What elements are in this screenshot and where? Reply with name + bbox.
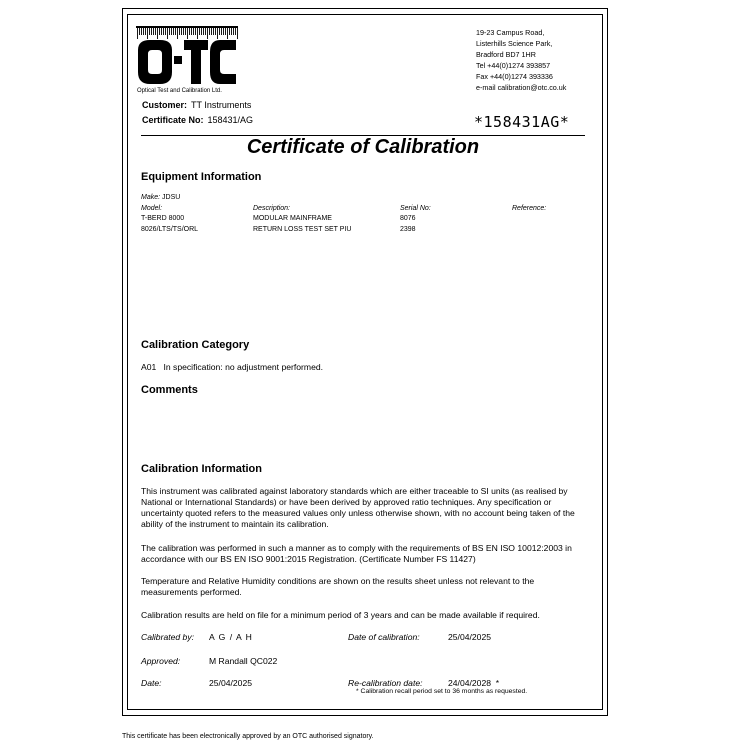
equipment-model: T-BERD 8000 bbox=[141, 215, 185, 222]
calibrated-by-label: Calibrated by: bbox=[141, 632, 195, 642]
calinfo-heading: Calibration Information bbox=[141, 463, 262, 475]
calinfo-paragraph: Calibration results are held on file for a minimum period of 3 years and can be made available if required. bbox=[141, 610, 540, 620]
calinfo-paragraph: This instrument was calibrated against laboratory standards which are either traceable to SI units (as realised by National or International Standards) or have been derived by approved ratio techniques. Any specification or uncertainty quoted refers to the measured values only unless otherwise shown, with no account being taken of the ability of the instrument to maintain its calibration. bbox=[141, 486, 575, 529]
calibrated-by-value: A G / A H bbox=[209, 632, 253, 642]
address-line: e-mail calibration@otc.co.uk bbox=[476, 83, 567, 92]
category-heading: Calibration Category bbox=[141, 339, 250, 351]
make-label: Make: bbox=[141, 194, 161, 201]
col-model: Model: bbox=[141, 205, 163, 212]
address-line: Tel +44(0)1274 393857 bbox=[476, 61, 551, 70]
customer-value: TT Instruments bbox=[191, 100, 252, 110]
equipment-heading: Equipment Information bbox=[141, 171, 262, 183]
customer-label: Customer: bbox=[142, 100, 188, 110]
equipment-serial: 2398 bbox=[400, 226, 416, 233]
category-row bbox=[141, 362, 323, 372]
equipment-description: RETURN LOSS TEST SET PIU bbox=[253, 226, 352, 233]
certificate-barcode-text: *158431AG* bbox=[474, 113, 570, 131]
comments-heading: Comments bbox=[141, 384, 198, 396]
calinfo-paragraph: Temperature and Relative Humidity conditions are shown on the results sheet unless not relevant to the measurements performed. bbox=[141, 576, 535, 597]
equipment-model: 8026/LTS/TS/ORL bbox=[141, 226, 199, 233]
otc-logo bbox=[136, 26, 238, 88]
equipment-description: MODULAR MAINFRAME bbox=[253, 215, 332, 222]
certificate-number-label: Certificate No: bbox=[142, 115, 204, 125]
address-line: Fax +44(0)1274 393336 bbox=[476, 72, 553, 81]
recalibration-date-value: 24/04/2028 * bbox=[448, 678, 500, 688]
page-title: Certificate of Calibration bbox=[246, 136, 480, 158]
col-reference: Reference: bbox=[512, 205, 547, 212]
address-line: Bradford BD7 1HR bbox=[476, 50, 536, 59]
calinfo-paragraph: The calibration was performed in such a manner as to comply with the requirements of BS EN ISO 10012:2003 in accordance with our BS EN ISO 9001:2015 Registration. (Certificate Number FS 11427) bbox=[141, 543, 572, 564]
date-label: Date: bbox=[141, 678, 162, 688]
date-of-calibration-value: 25/04/2025 bbox=[448, 632, 492, 642]
date-value: 25/04/2025 bbox=[209, 678, 253, 688]
lab-name: Optical Test and Calibration Ltd. bbox=[137, 88, 222, 94]
make-row bbox=[141, 194, 180, 201]
address-line: 19-23 Campus Road, bbox=[476, 28, 545, 37]
equipment-serial: 8076 bbox=[400, 215, 416, 222]
approved-label: Approved: bbox=[141, 656, 181, 666]
certificate-number-value: 158431/AG bbox=[207, 115, 254, 125]
address-line: Listerhills Science Park, bbox=[476, 39, 553, 48]
recalibration-date-label: Re-calibration date: bbox=[348, 678, 423, 688]
footer-note: This certificate has been electronically approved by an OTC authorised signatory. bbox=[122, 733, 374, 740]
certificate-number-row bbox=[142, 115, 253, 125]
customer-row bbox=[142, 100, 251, 110]
recall-note: * Calibration recall period set to 36 months as requested. bbox=[356, 688, 528, 695]
make-value: JDSU bbox=[162, 194, 181, 201]
date-of-calibration-label: Date of calibration: bbox=[348, 632, 420, 642]
approved-value: M Randall QC022 bbox=[209, 656, 278, 666]
category-text: In specification: no adjustment performed. bbox=[163, 362, 324, 372]
col-description: Description: bbox=[253, 205, 290, 212]
category-code: A01 bbox=[141, 362, 157, 372]
col-serial: Serial No: bbox=[400, 205, 431, 212]
